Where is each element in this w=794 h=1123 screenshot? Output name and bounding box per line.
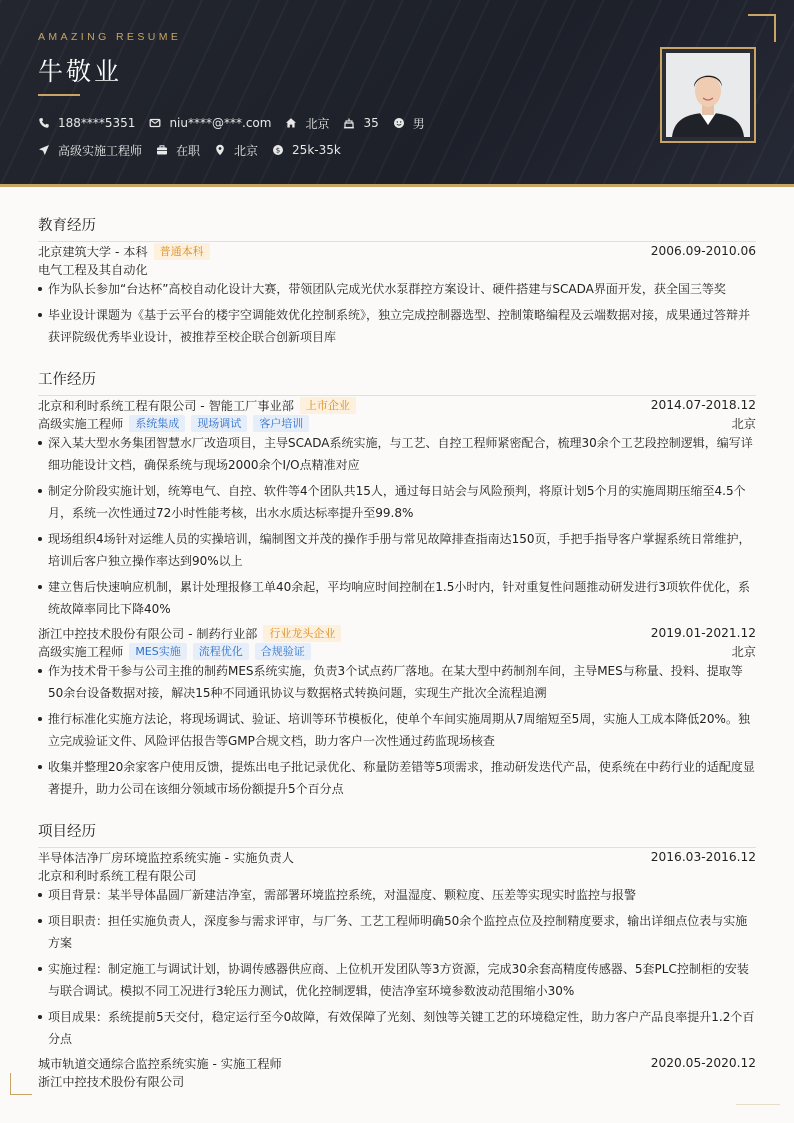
target-position: 高级实施工程师	[58, 143, 143, 158]
coin-icon	[272, 144, 284, 156]
cake-icon	[343, 117, 355, 129]
job-bullet: 现场组织4场针对运维人员的实操培训，编制图文并茂的操作手册与常见故障排查指南达150页，手把手指导客户掌握系统日常维护，培训后客户独立操作率达到90%以上	[38, 528, 756, 572]
job-bullet: 推行标准化实施方法论，将现场调试、验证、培训等环节模板化，使单个车间实施周期从7周缩短至5周，实施人工成本降低20%。独立完成验证文件、风险评估报告等GMP合规文档，助力客户一次性通过药监现场核查	[38, 708, 756, 752]
education-major-row	[38, 260, 756, 278]
job-location: 北京	[731, 644, 756, 659]
job-role: 高级实施工程师	[38, 644, 124, 659]
project-name: 半导体洁净厂房环境监控系统实施 - 实施负责人	[38, 850, 294, 865]
corner-ornament	[748, 14, 776, 42]
skill-tag: 流程优化	[193, 643, 249, 660]
status-item	[156, 142, 200, 159]
expected-city: 北京	[234, 143, 259, 158]
mail-icon	[149, 117, 161, 129]
job-header-row	[38, 396, 756, 414]
education-header-row	[38, 242, 756, 260]
job-bullet: 收集并整理20余家客户使用反馈，提炼出电子批记录优化、称量防差错等5项需求，推动研发迭代产品，使系统在中药行业的适配度显著提升，助力公司在该细分领域市场份额提升5个百分点	[38, 756, 756, 800]
job-date: 2019.01-2021.12	[650, 626, 756, 640]
current-city: 北京	[305, 116, 330, 131]
company-line: 浙江中控技术股份有限公司 - 制药行业部	[38, 626, 258, 641]
briefcase-icon	[156, 144, 168, 156]
skill-tag: 现场调试	[191, 415, 247, 432]
project-company: 浙江中控技术股份有限公司	[38, 1074, 185, 1089]
project-date: 2016.03-2016.12	[650, 850, 756, 864]
job-bullet: 深入某大型水务集团智慧水厂改造项目，主导SCADA系统实施，与工艺、自控工程师紧密配合，梳理30余个工艺段控制逻辑，编写详细功能设计文档，确保系统与现场2000余个I/O点精准对应	[38, 432, 756, 476]
project-date: 2020.05-2020.12	[650, 1056, 756, 1070]
expected-city-item	[214, 142, 258, 159]
candidate-name: 牛敬业	[38, 57, 123, 86]
education-section-title: 教育经历	[38, 214, 756, 242]
work-section-title: 工作经历	[38, 368, 756, 396]
header-tagline: AMAZING RESUME	[38, 31, 182, 43]
age-item	[343, 116, 378, 130]
major: 电气工程及其自动化	[38, 262, 148, 277]
phone-number: 188****5351	[58, 116, 136, 130]
skill-tag: 系统集成	[129, 415, 185, 432]
send-icon	[38, 144, 50, 156]
age-value: 35	[363, 116, 379, 130]
job-bullet: 建立售后快速响应机制，累计处理报修工单40余起，平均响应时间控制在1.5小时内，针对重复性问题推动研发进行3项软件优化，系统故障率同比下降40%	[38, 576, 756, 620]
corner-ornament	[10, 1073, 32, 1095]
job-role-row	[38, 414, 756, 432]
gender-item	[393, 115, 425, 132]
job-bullet: 作为技术骨干参与公司主推的制药MES系统实施，负责3个试点药厂落地。在某大型中药制剂车间，主导MES与称量、投料、提取等50余台设备数据对接，解决15种不同通讯协议与数据格式转换问题，实现生产批次全流程追溯	[38, 660, 756, 704]
project-header-row	[38, 1054, 756, 1072]
position-item	[38, 142, 142, 159]
skill-tag: 客户培训	[253, 415, 309, 432]
location-pin-icon	[214, 144, 226, 156]
email-item	[149, 116, 271, 130]
education-bullet: 作为队长参加“台达杯”高校自动化设计大赛，带领团队完成光伏水泵群控方案设计、硬件搭建与SCADA界面开发，获全国三等奖	[38, 278, 756, 300]
project-bullet: 项目背景：某半导体晶圆厂新建洁净室，需部署环境监控系统，对温湿度、颗粒度、压差等实现实时监控与报警	[38, 884, 756, 906]
header-divider	[0, 184, 794, 187]
education-bullet: 毕业设计课题为《基于云平台的楼宇空调能效优化控制系统》，独立完成控制器选型、控制策略编程及云端数据对接，成果通过答辩并获评院级优秀毕业设计，被推荐至校企联合创新项目库	[38, 304, 756, 348]
skill-tag: 合规验证	[255, 643, 311, 660]
school-line: 北京建筑大学 - 本科	[38, 244, 148, 259]
project-company-row	[38, 866, 756, 884]
city-item	[285, 115, 329, 132]
job-role: 高级实施工程师	[38, 416, 124, 431]
job-header-row	[38, 624, 756, 642]
job-location: 北京	[731, 416, 756, 431]
school-tag: 普通本科	[154, 243, 210, 260]
profile-photo	[666, 53, 750, 137]
job-bullet: 制定分阶段实施计划，统筹电气、自控、软件等4个团队共15人，通过每日站会与风险预判，将原计划5个月的实施周期压缩至4.5个月，系统一次性通过72小时性能考核，出水水质达标率提升至99.8%	[38, 480, 756, 524]
home-icon	[285, 117, 297, 129]
salary-item	[272, 143, 341, 157]
job-status: 在职	[176, 143, 201, 158]
project-bullet: 项目职责：担任实施负责人，深度参与需求评审，与厂务、工艺工程师明确50余个监控点位及控制精度要求，输出详细点位表与实施方案	[38, 910, 756, 954]
profile-photo-frame	[660, 47, 756, 143]
company-line: 北京和利时系统工程有限公司 - 智能工厂事业部	[38, 398, 294, 413]
project-bullet: 实施过程：制定施工与调试计划，协调传感器供应商、上位机开发团队等3方资源，完成30余套高精度传感器、5套PLC控制柜的安装与联合调试。模拟不同工况进行3轮压力测试，优化控制逻辑，使洁净室环境参数波动范围缩小30%	[38, 958, 756, 1002]
project-name: 城市轨道交通综合监控系统实施 - 实施工程师	[38, 1056, 282, 1071]
company-tag: 上市企业	[300, 397, 356, 414]
job-role-row	[38, 642, 756, 660]
project-company-row	[38, 1072, 756, 1090]
email-address: niu****@***.com	[169, 116, 272, 130]
expected-salary: 25k-35k	[292, 143, 341, 157]
education-date: 2006.09-2010.06	[650, 244, 756, 258]
svg-text:$: $	[275, 146, 281, 155]
projects-section-title: 项目经历	[38, 820, 756, 848]
phone-icon	[38, 117, 50, 129]
resume-header	[0, 0, 794, 184]
smiley-icon	[393, 117, 405, 129]
gender-value: 男	[412, 116, 425, 131]
contact-row	[38, 114, 439, 132]
skill-tag: MES实施	[129, 643, 186, 660]
job-intent-row	[38, 141, 355, 159]
name-underline	[38, 94, 80, 96]
phone-item	[38, 116, 135, 130]
project-company: 北京和利时系统工程有限公司	[38, 868, 197, 883]
project-header-row	[38, 848, 756, 866]
company-tag: 行业龙头企业	[263, 625, 341, 642]
project-bullet: 项目成果：系统提前5天交付，稳定运行至今0故障，有效保障了光刻、刻蚀等关键工艺的环境稳定性，助力客户产品良率提升1.2个百分点	[38, 1006, 756, 1050]
job-date: 2014.07-2018.12	[650, 398, 756, 412]
corner-ornament	[736, 1104, 780, 1105]
